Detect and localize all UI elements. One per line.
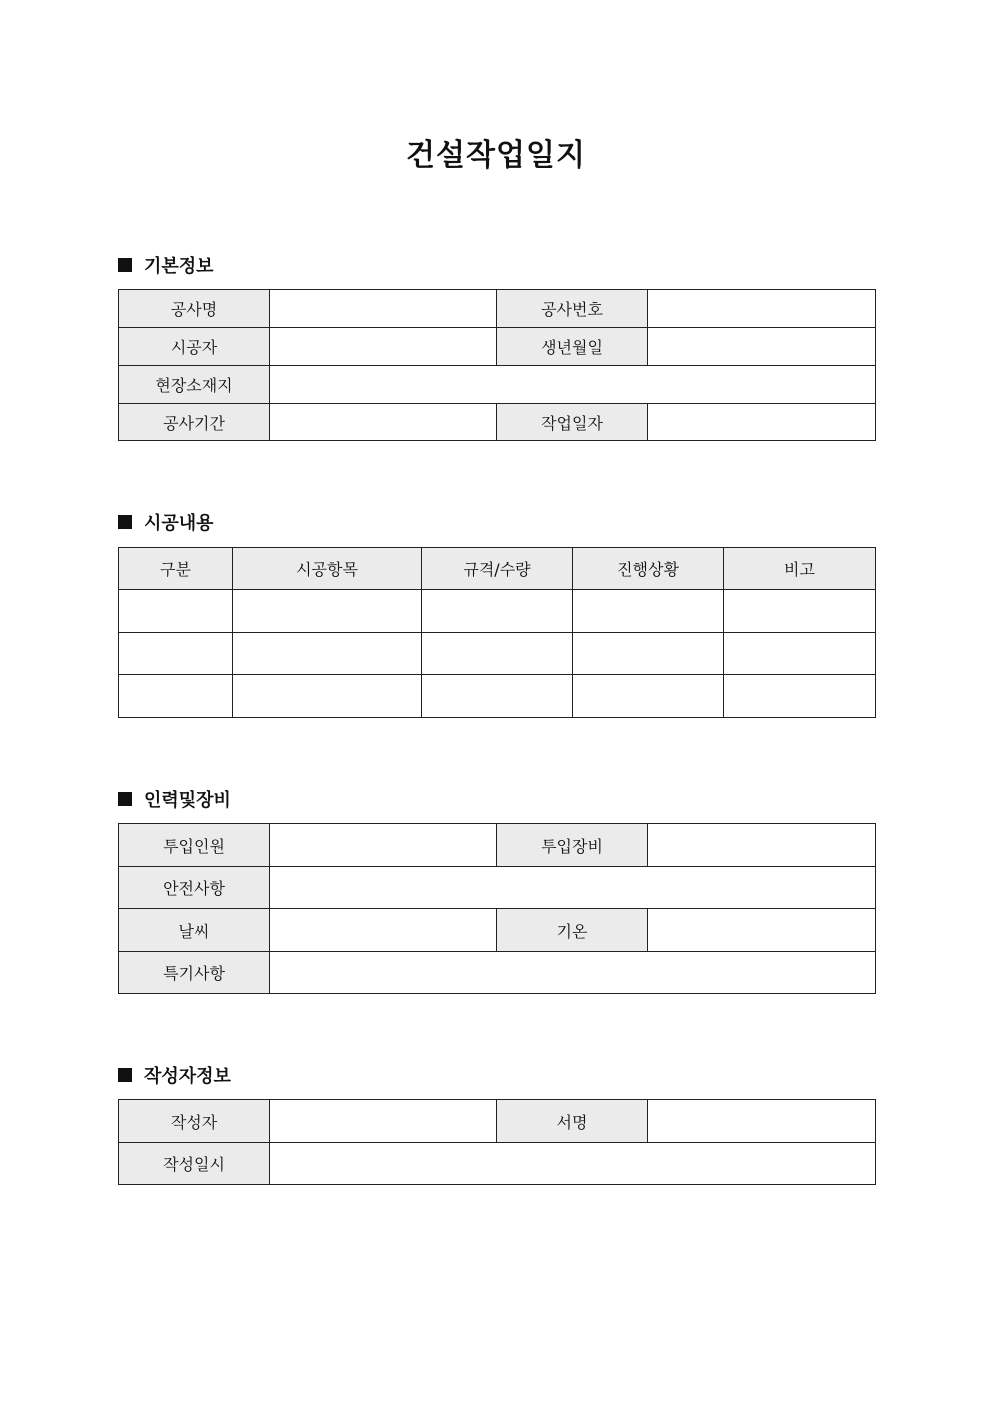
table-cell[interactable] — [119, 590, 233, 633]
table-cell[interactable] — [573, 675, 724, 718]
site-location-label: 현장소재지 — [119, 366, 270, 404]
column-header: 진행상황 — [573, 548, 724, 590]
table-cell[interactable] — [119, 633, 233, 675]
section-heading-construction — [118, 509, 214, 535]
page-title: 건설작업일지 — [406, 138, 586, 173]
remarks-field[interactable] — [270, 952, 876, 994]
table-cell[interactable] — [422, 633, 573, 675]
section-title: 작성자정보 — [144, 1066, 231, 1087]
table-row — [119, 290, 876, 328]
safety-field[interactable] — [270, 867, 876, 909]
table-row — [119, 824, 876, 867]
table-row — [119, 867, 876, 909]
author-field[interactable] — [270, 1100, 497, 1143]
personnel-field[interactable] — [270, 824, 497, 867]
temperature-field[interactable] — [648, 909, 876, 952]
section-title: 기본정보 — [144, 256, 214, 277]
square-bullet-icon — [118, 792, 132, 806]
project-name-label: 공사명 — [119, 290, 270, 328]
equipment-label: 투입장비 — [497, 824, 648, 867]
table-row — [119, 366, 876, 404]
written-at-label: 작성일시 — [119, 1143, 270, 1185]
project-number-label: 공사번호 — [497, 290, 648, 328]
table-row — [119, 675, 876, 718]
weather-field[interactable] — [270, 909, 497, 952]
personnel-label: 투입인원 — [119, 824, 270, 867]
table-cell[interactable] — [422, 675, 573, 718]
author-table — [118, 1099, 876, 1185]
square-bullet-icon — [118, 1068, 132, 1082]
project-number-field[interactable] — [648, 290, 876, 328]
table-row — [119, 952, 876, 994]
square-bullet-icon — [118, 515, 132, 529]
remarks-label: 특기사항 — [119, 952, 270, 994]
section-heading-basic-info — [118, 252, 214, 278]
column-header: 규격/수량 — [422, 548, 573, 590]
table-cell[interactable] — [422, 590, 573, 633]
column-header: 시공항목 — [233, 548, 422, 590]
contractor-label: 시공자 — [119, 328, 270, 366]
work-date-label: 작업일자 — [497, 404, 648, 441]
table-row — [119, 909, 876, 952]
project-period-label: 공사기간 — [119, 404, 270, 441]
section-title: 인력및장비 — [144, 790, 231, 811]
written-at-field[interactable] — [270, 1143, 876, 1185]
basic-info-table — [118, 289, 876, 441]
temperature-label: 기온 — [497, 909, 648, 952]
column-header: 구분 — [119, 548, 233, 590]
table-cell[interactable] — [233, 633, 422, 675]
birth-date-label: 생년월일 — [497, 328, 648, 366]
section-heading-author — [118, 1062, 231, 1088]
square-bullet-icon — [118, 258, 132, 272]
signature-field[interactable] — [648, 1100, 876, 1143]
construction-table — [118, 547, 876, 718]
table-row — [119, 633, 876, 675]
table-cell[interactable] — [573, 590, 724, 633]
table-cell[interactable] — [724, 675, 876, 718]
resources-table — [118, 823, 876, 994]
author-label: 작성자 — [119, 1100, 270, 1143]
birth-date-field[interactable] — [648, 328, 876, 366]
table-header-row — [119, 548, 876, 590]
section-heading-resources — [118, 786, 231, 812]
table-cell[interactable] — [573, 633, 724, 675]
table-row — [119, 1100, 876, 1143]
table-cell[interactable] — [119, 675, 233, 718]
table-row — [119, 590, 876, 633]
table-cell[interactable] — [233, 675, 422, 718]
safety-label: 안전사항 — [119, 867, 270, 909]
work-date-field[interactable] — [648, 404, 876, 441]
table-cell[interactable] — [724, 590, 876, 633]
equipment-field[interactable] — [648, 824, 876, 867]
table-row — [119, 328, 876, 366]
section-title: 시공내용 — [144, 513, 214, 534]
site-location-field[interactable] — [270, 366, 876, 404]
column-header: 비고 — [724, 548, 876, 590]
signature-label: 서명 — [497, 1100, 648, 1143]
table-cell[interactable] — [724, 633, 876, 675]
table-row — [119, 404, 876, 441]
table-cell[interactable] — [233, 590, 422, 633]
contractor-field[interactable] — [270, 328, 497, 366]
table-row — [119, 1143, 876, 1185]
project-period-field[interactable] — [270, 404, 497, 441]
weather-label: 날씨 — [119, 909, 270, 952]
project-name-field[interactable] — [270, 290, 497, 328]
